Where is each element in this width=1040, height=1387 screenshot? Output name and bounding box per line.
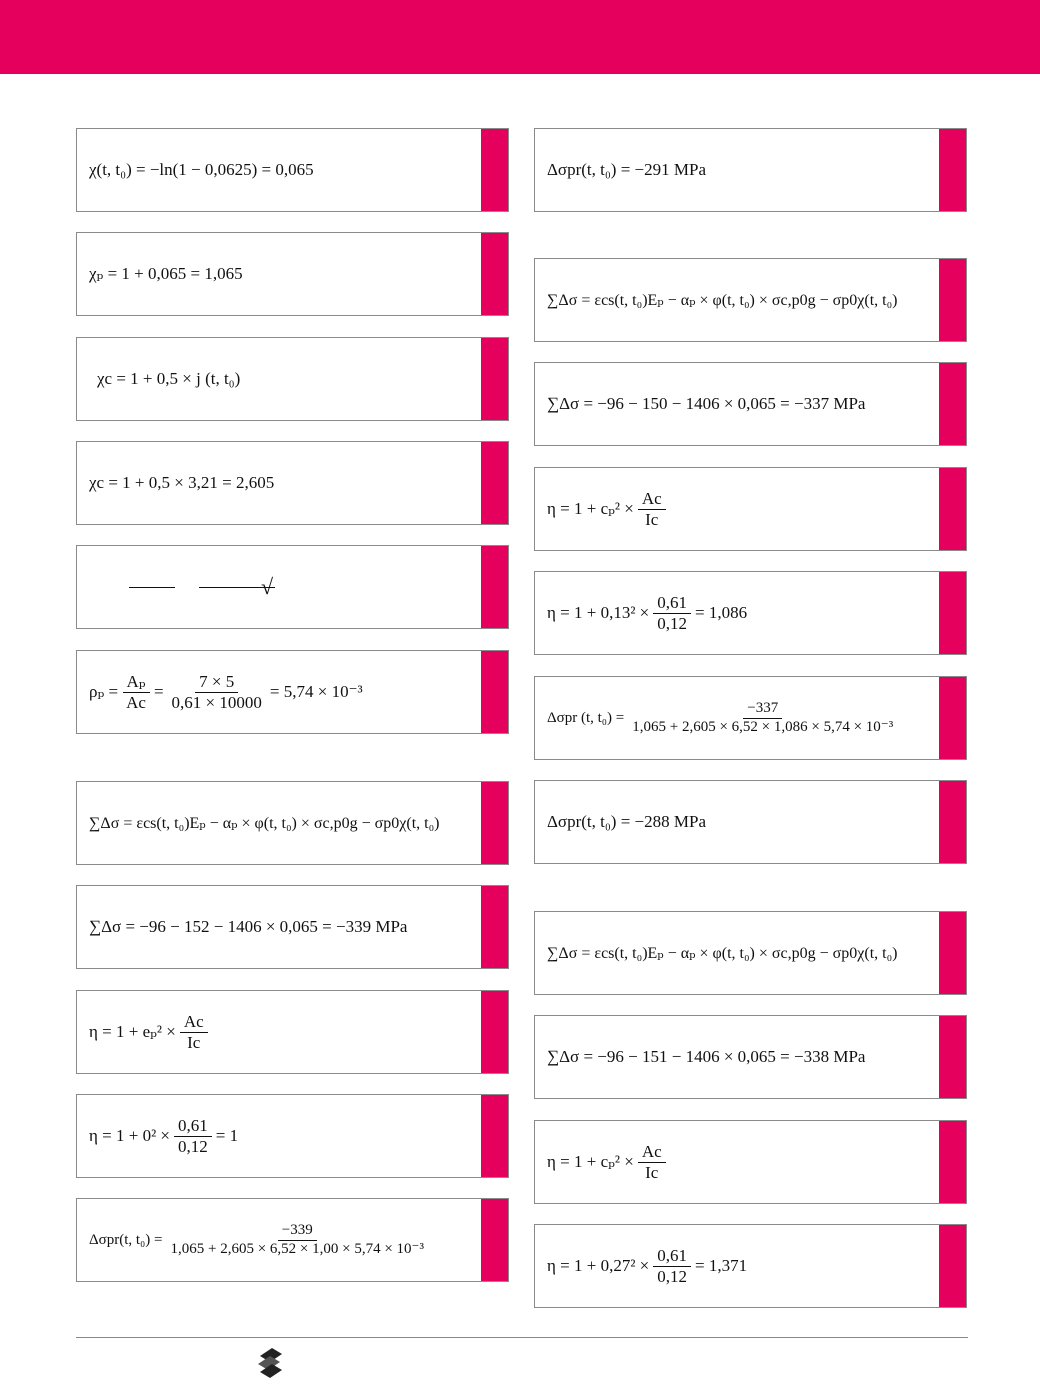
accent-tab	[481, 233, 508, 315]
denominator: Ic	[645, 509, 659, 529]
fraction	[628, 700, 897, 736]
accent-tab	[939, 129, 966, 211]
accent-tab	[481, 651, 508, 733]
denominator: 1,065 + 2,605 × 6,52 × 1,086 × 5,74 × 10⁻³	[632, 718, 894, 735]
numerator: Ac	[638, 1142, 666, 1163]
formula-box-left-5	[76, 545, 509, 629]
denominator: Ic	[187, 1032, 201, 1052]
formula-lhs: η = 1 + 0² ×	[89, 1126, 170, 1145]
numerator: 0,61	[174, 1116, 212, 1137]
formula-text: ∑Δσ = εcs(t, t₀)Eₚ − αₚ × φ(t, t₀) × σc,p0g − σp0χ(t, t₀)	[547, 292, 898, 309]
numerator: −339	[278, 1222, 317, 1240]
formula-box-right-5	[534, 571, 967, 655]
formula-text: ∑Δσ = −96 − 151 − 1406 × 0,065 = −338 MPa	[547, 1047, 866, 1066]
formula-lhs: η = 1 + 0,27² ×	[547, 1256, 650, 1275]
empty-fraction-bar	[129, 587, 175, 588]
accent-tab	[481, 782, 508, 864]
footer-rule	[76, 1337, 968, 1338]
formula-text: χc = 1 + 0,5 × j (t, t₀)	[97, 369, 241, 388]
fraction	[168, 672, 266, 712]
formula-lhs: η = 1 + 0,13² ×	[547, 603, 650, 622]
fraction	[180, 1012, 208, 1052]
formula-box-right-4	[534, 467, 967, 551]
accent-tab	[939, 781, 966, 863]
numerator: 7 × 5	[195, 672, 238, 693]
formula-box-right-7	[534, 780, 967, 864]
formula-text: ∑Δσ = −96 − 152 − 1406 × 0,065 = −339 MPa	[89, 917, 408, 936]
formula-box-left-4	[76, 441, 509, 525]
denominator: 0,12	[178, 1136, 208, 1156]
accent-tab	[939, 363, 966, 445]
formula-box-left-1	[76, 128, 509, 212]
numerator: 0,61	[653, 1246, 691, 1267]
accent-tab	[939, 1225, 966, 1307]
numerator: Aₚ	[123, 672, 150, 693]
denominator: Ic	[645, 1162, 659, 1182]
accent-tab	[939, 259, 966, 341]
fraction	[167, 1222, 428, 1258]
formula-rhs: = 1,371	[695, 1256, 748, 1275]
formula-box-right-10	[534, 1120, 967, 1204]
formula-box-left-7	[76, 781, 509, 865]
denominator: 0,12	[657, 1266, 687, 1286]
accent-tab	[939, 468, 966, 550]
fraction	[653, 1246, 691, 1286]
formula-rhs: = 1,086	[695, 603, 748, 622]
publisher-logo-icon	[256, 1346, 284, 1378]
numerator: Ac	[180, 1012, 208, 1033]
accent-tab	[481, 442, 508, 524]
formula-box-left-9	[76, 990, 509, 1074]
formula-box-right-3	[534, 362, 967, 446]
equals-sign: =	[153, 682, 164, 701]
formula-box-right-9	[534, 1015, 967, 1099]
accent-tab	[939, 572, 966, 654]
formula-lhs: ρₚ =	[89, 682, 119, 701]
fraction	[638, 489, 666, 529]
formula-lhs: η = 1 + eₚ² ×	[89, 1022, 176, 1041]
formula-box-right-8	[534, 911, 967, 995]
header-band	[0, 0, 1040, 74]
accent-tab	[939, 1121, 966, 1203]
formula-rhs: = 5,74 × 10⁻³	[269, 682, 363, 701]
accent-tab	[481, 129, 508, 211]
formula-text: χₚ = 1 + 0,065 = 1,065	[89, 264, 243, 283]
accent-tab	[939, 1016, 966, 1098]
denominator: 0,61 × 10000	[171, 692, 262, 712]
fraction	[174, 1116, 212, 1156]
formula-box-left-8	[76, 885, 509, 969]
formula-box-left-11	[76, 1198, 509, 1282]
formula-lhs: η = 1 + cₚ² ×	[547, 499, 634, 518]
formula-box-left-10	[76, 1094, 509, 1178]
numerator: −337	[743, 700, 782, 718]
denominator: Ac	[126, 692, 146, 712]
accent-tab	[481, 991, 508, 1073]
fraction	[122, 672, 150, 712]
formula-text: ∑Δσ = εcs(t, t₀)Eₚ − αₚ × φ(t, t₀) × σc,p0g − σp0χ(t, t₀)	[89, 815, 440, 832]
accent-tab	[481, 1095, 508, 1177]
fraction	[653, 593, 691, 633]
formula-text: Δσpr(t, t₀) = −288 MPa	[547, 812, 706, 831]
formula-lhs: Δσpr(t, t₀) =	[89, 1231, 163, 1248]
formula-lhs: η = 1 + cₚ² ×	[547, 1152, 634, 1171]
formula-box-left-3	[76, 337, 509, 421]
fraction	[638, 1142, 666, 1182]
formula-rhs: = 1	[215, 1126, 239, 1145]
accent-tab	[939, 912, 966, 994]
sqrt-symbol: √	[261, 574, 274, 599]
formula-text: χc = 1 + 0,5 × 3,21 = 2,605	[89, 473, 275, 492]
formula-box-right-2	[534, 258, 967, 342]
numerator: Ac	[638, 489, 666, 510]
formula-box-left-6	[76, 650, 509, 734]
accent-tab	[481, 546, 508, 628]
accent-tab	[481, 338, 508, 420]
formula-text: ∑Δσ = −96 − 150 − 1406 × 0,065 = −337 MPa	[547, 394, 866, 413]
formula-box-right-6	[534, 676, 967, 760]
formula-lhs: Δσpr (t, t₀) =	[547, 709, 625, 726]
accent-tab	[939, 677, 966, 759]
formula-box-left-2	[76, 232, 509, 316]
accent-tab	[481, 886, 508, 968]
denominator: 1,065 + 2,605 × 6,52 × 1,00 × 5,74 × 10⁻³	[170, 1240, 424, 1257]
formula-text: Δσpr(t, t₀) = −291 MPa	[547, 160, 706, 179]
formula-text: χ(t, t₀) = −ln(1 − 0,0625) = 0,065	[89, 160, 314, 179]
numerator: 0,61	[653, 593, 691, 614]
denominator: 0,12	[657, 613, 687, 633]
formula-text: ∑Δσ = εcs(t, t₀)Eₚ − αₚ × φ(t, t₀) × σc,p0g − σp0χ(t, t₀)	[547, 945, 898, 962]
accent-tab	[481, 1199, 508, 1281]
formula-box-right-11	[534, 1224, 967, 1308]
formula-box-right-1	[534, 128, 967, 212]
